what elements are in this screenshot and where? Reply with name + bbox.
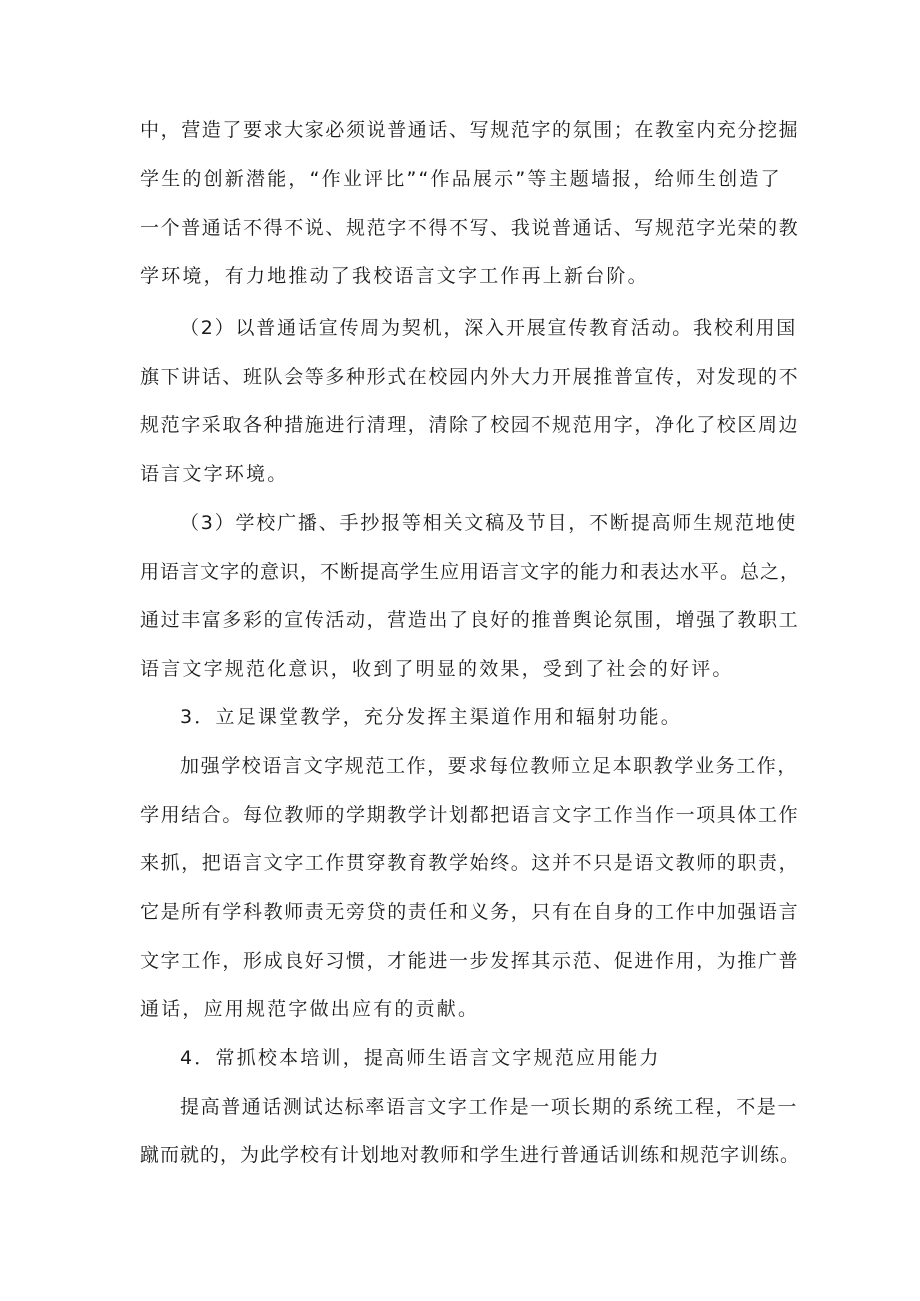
paragraph-line: 中，营造了要求大家必须说普通话、写规范字的氛围；在教室内充分挖掘 (140, 119, 800, 141)
paragraph-line: 文字工作，形成良好习惯，才能进一步发挥其示范、促进作用，为推广普 (140, 950, 800, 972)
paragraph-line: 语言文字规范化意识，收到了明显的效果，受到了社会的好评。 (140, 658, 734, 680)
paragraph-line: 它是所有学科教师责无旁贷的责任和义务，只有在自身的工作中加强语言 (140, 901, 800, 923)
section-heading: 3．立足课堂教学，充分发挥主渠道作用和辐射功能。 (180, 706, 682, 728)
paragraph-line: （2）以普通话宣传周为契机，深入开展宣传教育活动。我校利用国 (180, 317, 798, 339)
paragraph-line: 学用结合。每位教师的学期教学计划都把语言文字工作当作一项具体工作 (140, 804, 800, 826)
paragraph-line: 提高普通话测试达标率语言文字工作是一项长期的系统工程，不是一 (180, 1096, 799, 1118)
paragraph-line: 语言文字环境。 (140, 463, 289, 485)
paragraph-line: 旗下讲话、班队会等多种形式在校园内外大力开展推普宣传，对发现的不 (140, 366, 800, 388)
paragraph-line: 来抓，把语言文字工作贯穿教育教学始终。这并不只是语文教师的职责， (140, 852, 800, 874)
paragraph-line: 用语言文字的意识，不断提高学生应用语言文字的能力和表达水平。总之， (140, 561, 801, 583)
section-heading: 4．常抓校本培训，提高师生语言文字规范应用能力 (180, 1047, 661, 1069)
paragraph-line: 一个普通话不得不说、规范字不得不写、我说普通话、写规范字光荣的教 (140, 217, 800, 239)
paragraph-line: 规范字采取各种措施进行清理，清除了校园不规范用字，净化了校区周边 (140, 414, 800, 436)
paragraph-line: 学环境，有力地推动了我校语言文字工作再上新台阶。 (140, 265, 649, 287)
paragraph-line: 学生的创新潜能，“作业评比”“作品展示”等主题墙报，给师生创造了 (140, 168, 782, 190)
paragraph-line: 加强学校语言文字规范工作，要求每位教师立足本职教学业务工作， (180, 755, 799, 777)
paragraph-line: （3）学校广播、手抄报等相关文稿及节目，不断提高师生规范地使 (180, 512, 798, 534)
paragraph-line: 通话，应用规范字做出应有的贡献。 (140, 998, 480, 1020)
paragraph-line: 蹴而就的，为此学校有计划地对教师和学生进行普通话训练和规范字训练。 (140, 1144, 801, 1166)
paragraph-line: 通过丰富多彩的宣传活动，营造出了良好的推普舆论氛围，增强了教职工 (140, 609, 800, 631)
